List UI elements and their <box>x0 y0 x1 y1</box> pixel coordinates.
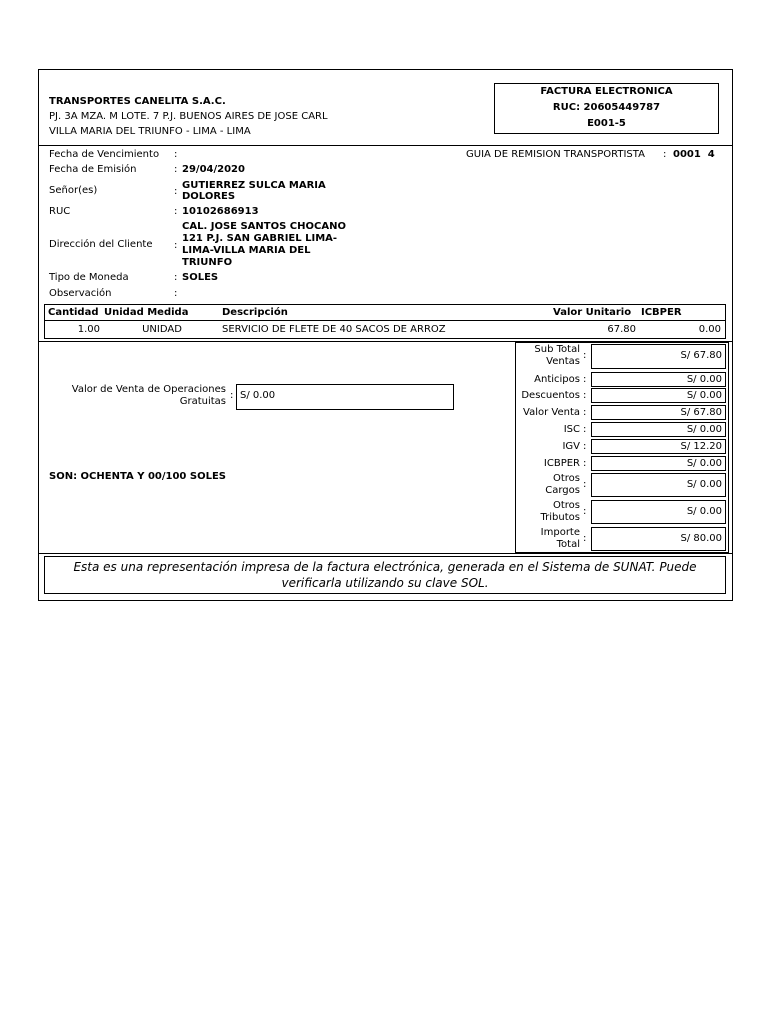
valor-venta-colon: : <box>583 407 587 418</box>
otros-tributos-label-line1: Otros <box>552 500 580 511</box>
subtotal-value: S/ 67.80 <box>680 350 722 361</box>
subtotal-label-line2: Ventas <box>546 356 580 367</box>
direccion-label: Dirección del Cliente <box>49 239 153 250</box>
cell-cantidad: 1.00 <box>77 324 100 335</box>
icbper-colon: : <box>583 458 587 469</box>
isc-colon: : <box>583 424 587 435</box>
col-header-unidad: Unidad Medida <box>104 307 189 318</box>
invoice-number: E001-5 <box>587 118 626 129</box>
icbper-label: ICBPER <box>543 458 580 469</box>
igv-value: S/ 12.20 <box>680 441 722 452</box>
observacion-label: Observación <box>49 288 112 299</box>
footer-note-line1: Esta es una representación impresa de la factura electrónica, generada en el Sistema de SUNAT. Puede <box>73 560 697 574</box>
footer-note-line2: verificarla utilizando su clave SOL. <box>281 576 489 590</box>
otros-cargos-colon: : <box>583 479 587 490</box>
invoice-type: FACTURA ELECTRONICA <box>540 86 673 97</box>
importe-total-label-line2: Total <box>556 539 580 550</box>
vencimiento-colon: : <box>174 149 178 160</box>
guia-label: GUIA DE REMISION TRANSPORTISTA <box>466 149 645 160</box>
ruc-label: RUC <box>49 206 71 217</box>
gratuitas-label-line2: Gratuitas <box>179 396 226 407</box>
cell-unidad: UNIDAD <box>142 324 182 335</box>
subtotal-label-line1: Sub Total <box>534 344 580 355</box>
igv-label: IGV <box>562 441 580 452</box>
moneda-colon: : <box>174 272 178 283</box>
ruc-colon: : <box>174 206 178 217</box>
direccion-value-line3: LIMA-VILLA MARIA DEL <box>182 245 311 256</box>
col-header-descripcion: Descripción <box>222 307 288 318</box>
company-address-line2: VILLA MARIA DEL TRIUNFO - LIMA - LIMA <box>49 126 251 137</box>
otros-tributos-colon: : <box>583 506 587 517</box>
direccion-value-line4: TRIUNFO <box>182 257 233 268</box>
importe-total-colon: : <box>583 533 587 544</box>
subtotal-colon: : <box>583 350 587 361</box>
direccion-value-line1: CAL. JOSE SANTOS CHOCANO <box>182 221 346 232</box>
otros-cargos-value: S/ 0.00 <box>686 479 722 490</box>
otros-tributos-value: S/ 0.00 <box>686 506 722 517</box>
anticipos-value: S/ 0.00 <box>686 374 722 385</box>
valor-venta-label: Valor Venta <box>523 407 580 418</box>
company-address-line1: PJ. 3A MZA. M LOTE. 7 P.J. BUENOS AIRES DE JOSE CARL <box>49 111 328 122</box>
moneda-label: Tipo de Moneda <box>49 272 129 283</box>
emision-label: Fecha de Emisión <box>49 164 137 175</box>
header-separator <box>38 145 733 146</box>
anticipos-label: Anticipos <box>534 374 580 385</box>
senor-label: Señor(es) <box>49 185 98 196</box>
col-header-cantidad: Cantidad <box>48 307 99 318</box>
senor-value-line2: DOLORES <box>182 191 236 202</box>
icbper-value: S/ 0.00 <box>686 458 722 469</box>
emision-colon: : <box>174 164 178 175</box>
cell-icbper: 0.00 <box>698 324 721 335</box>
col-header-valor-unitario: Valor Unitario <box>553 307 632 318</box>
moneda-value: SOLES <box>182 272 219 283</box>
emision-value: 29/04/2020 <box>182 164 245 175</box>
gratuitas-value: S/ 0.00 <box>240 390 276 401</box>
invoice-ruc: RUC: 20605449787 <box>552 102 661 113</box>
cell-descripcion: SERVICIO DE FLETE DE 40 SACOS DE ARROZ <box>222 324 446 335</box>
isc-value: S/ 0.00 <box>686 424 722 435</box>
otros-tributos-label-line2: Tributos <box>540 512 580 523</box>
isc-label: ISC <box>563 424 580 435</box>
vencimiento-label: Fecha de Vencimiento <box>49 149 160 160</box>
col-header-icbper: ICBPER <box>641 307 682 318</box>
gratuitas-label-line1: Valor de Venta de Operaciones <box>71 384 226 395</box>
items-table-header-divider <box>44 320 726 321</box>
valor-venta-value: S/ 67.80 <box>680 407 722 418</box>
descuentos-value: S/ 0.00 <box>686 390 722 401</box>
company-name: TRANSPORTES CANELITA S.A.C. <box>49 96 226 107</box>
descuentos-colon: : <box>583 390 587 401</box>
senor-value-line1: GUTIERREZ SULCA MARIA <box>182 180 326 191</box>
guia-colon: : <box>663 149 667 160</box>
otros-cargos-label-line1: Otros <box>552 473 580 484</box>
importe-total-label-line1: Importe <box>540 527 580 538</box>
importe-total-value: S/ 80.00 <box>680 533 722 544</box>
cell-valor-unitario: 67.80 <box>607 324 636 335</box>
direccion-value-line2: 121 P.J. SAN GABRIEL LIMA- <box>182 233 338 244</box>
guia-value: 0001 4 <box>673 149 715 160</box>
senor-colon: : <box>174 186 178 197</box>
anticipos-colon: : <box>583 374 587 385</box>
ruc-value: 10102686913 <box>182 206 259 217</box>
amount-in-words: SON: OCHENTA Y 00/100 SOLES <box>49 471 226 482</box>
observacion-colon: : <box>174 288 178 299</box>
direccion-colon: : <box>174 240 178 251</box>
otros-cargos-label-line2: Cargos <box>545 485 580 496</box>
igv-colon: : <box>583 441 587 452</box>
descuentos-label: Descuentos <box>521 390 580 401</box>
gratuitas-colon: : <box>230 390 234 401</box>
